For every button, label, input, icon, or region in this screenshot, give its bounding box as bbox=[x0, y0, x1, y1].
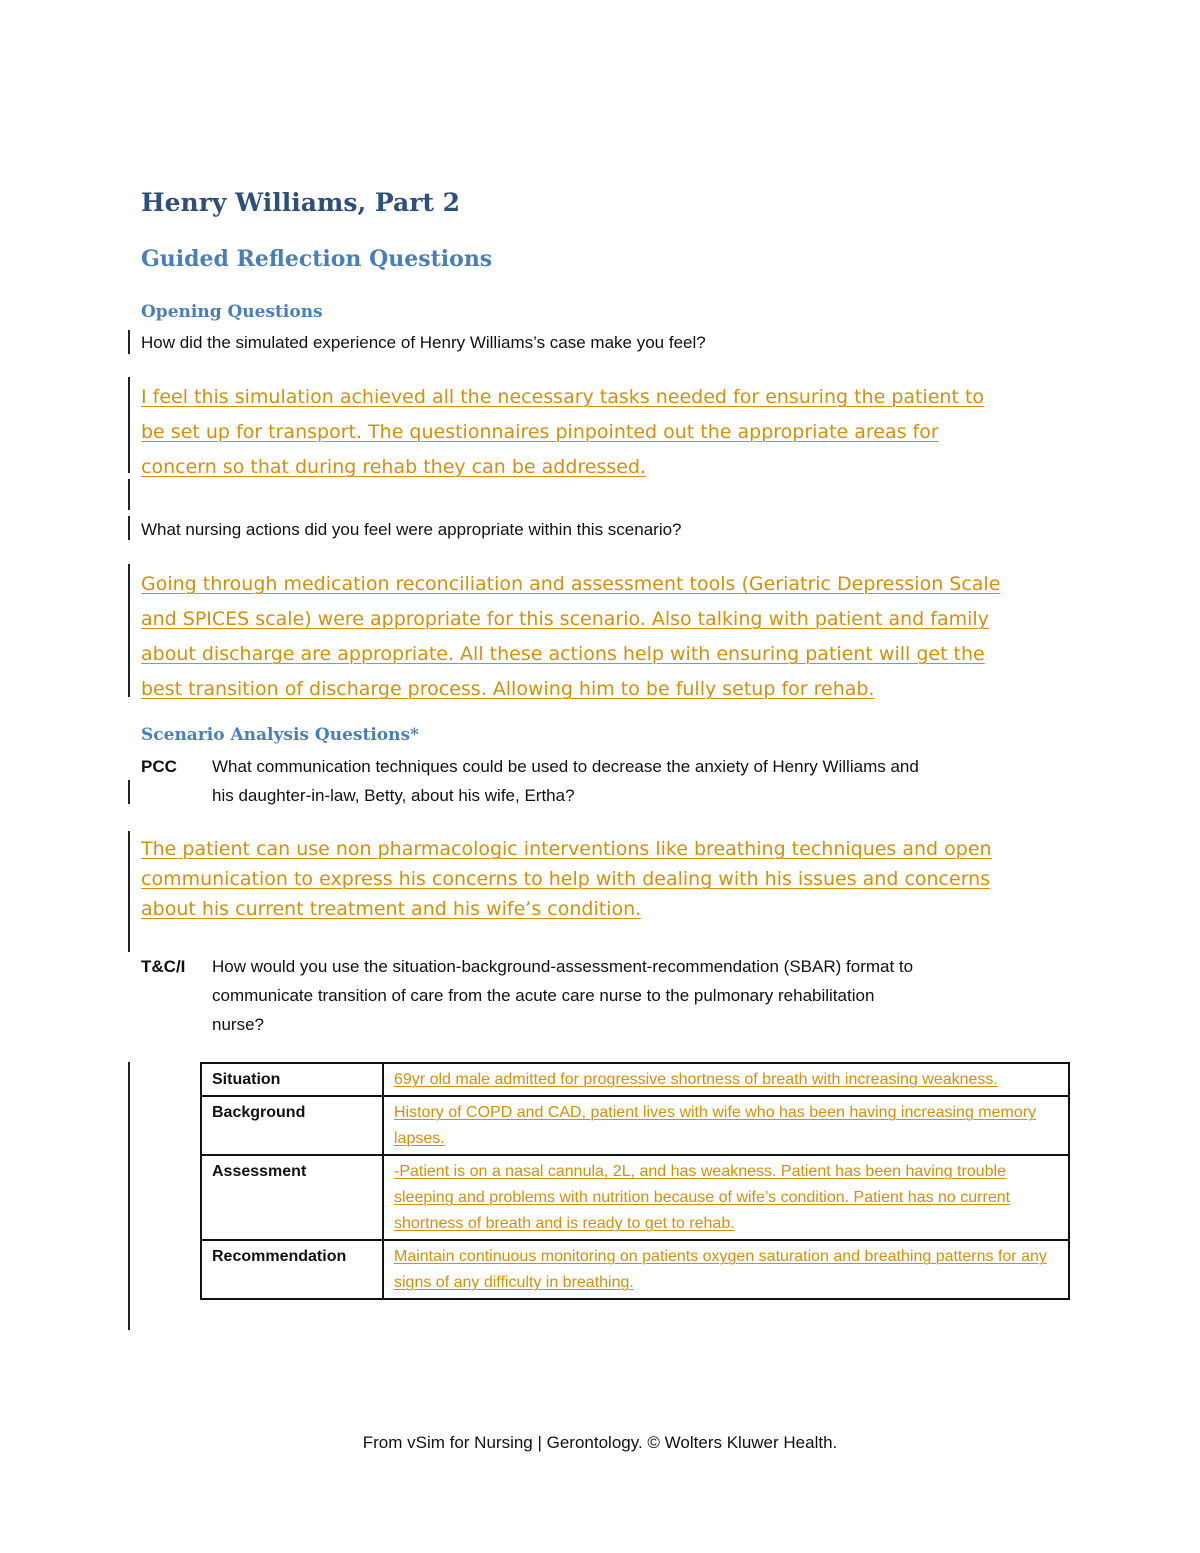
opening-questions-heading: Opening Questions bbox=[141, 302, 323, 322]
sbar-table bbox=[200, 1062, 1070, 1300]
page-footer: From vSim for Nursing | Gerontology. © Wolters Kluwer Health. bbox=[362, 1433, 838, 1452]
sbar-value-assessment: -Patient is on a nasal cannula, 2L, and has weakness. Patient has been having trouble sleeping and problems with nutrition because of wife’s condition. Patient has no current shortness of breath and is ready to get to rehab. bbox=[383, 1155, 1069, 1240]
change-bar bbox=[128, 1062, 130, 1330]
answer-line: Going through medication reconciliation and assessment tools (Geriatric Depression Scale bbox=[141, 573, 1001, 595]
answer-line: communication to express his concerns to help with dealing with his issues and concerns bbox=[141, 868, 991, 890]
table-row bbox=[201, 1240, 1069, 1299]
tci-code: T&C/I bbox=[141, 957, 186, 976]
page-title: Henry Williams, Part 2 bbox=[141, 188, 461, 217]
answer-line: and SPICES scale) were appropriate for this scenario. Also talking with patient and family bbox=[141, 608, 989, 630]
tci-question bbox=[212, 952, 1072, 1039]
opening-question-1: How did the simulated experience of Henry Williams’s case make you feel? bbox=[141, 333, 706, 352]
sbar-label-recommendation: Recommendation bbox=[201, 1240, 383, 1299]
sbar-label-situation: Situation bbox=[201, 1063, 383, 1096]
change-bar bbox=[128, 780, 130, 804]
change-bar bbox=[128, 377, 130, 473]
answer-line: about his current treatment and his wife’s condition. bbox=[141, 898, 642, 920]
change-bar bbox=[128, 831, 130, 952]
table-row bbox=[201, 1155, 1069, 1240]
question-line: What communication techniques could be used to decrease the anxiety of Henry Williams and bbox=[212, 757, 919, 776]
answer-line: concern so that during rehab they can be addressed. bbox=[141, 456, 647, 478]
change-bar bbox=[128, 330, 130, 354]
pcc-answer bbox=[141, 834, 1071, 924]
answer-line: The patient can use non pharmacologic interventions like breathing techniques and open bbox=[141, 838, 992, 860]
question-line: communicate transition of care from the acute care nurse to the pulmonary rehabilitation bbox=[212, 986, 875, 1005]
pcc-question bbox=[212, 752, 1072, 810]
answer-line: be set up for transport. The questionnaires pinpointed out the appropriate areas for bbox=[141, 421, 939, 443]
question-line: How would you use the situation-background-assessment-recommendation (SBAR) format to bbox=[212, 957, 914, 976]
sbar-value-recommendation: Maintain continuous monitoring on patients oxygen saturation and breathing patterns for any signs of any difficulty in breathing. bbox=[383, 1240, 1069, 1299]
question-line: his daughter-in-law, Betty, about his wife, Ertha? bbox=[212, 786, 575, 805]
pcc-code: PCC bbox=[141, 757, 177, 776]
answer-line: I feel this simulation achieved all the necessary tasks needed for ensuring the patient to bbox=[141, 386, 985, 408]
scenario-analysis-heading: Scenario Analysis Questions* bbox=[141, 725, 419, 745]
question-line: nurse? bbox=[212, 1015, 264, 1034]
page-subtitle: Guided Reflection Questions bbox=[141, 246, 493, 272]
sbar-value-background: History of COPD and CAD, patient lives with wife who has been having increasing memory lapses. bbox=[383, 1096, 1069, 1155]
change-bar bbox=[128, 516, 130, 540]
sbar-value-situation: 69yr old male admitted for progressive shortness of breath with increasing weakness. bbox=[383, 1063, 1069, 1096]
answer-line: best transition of discharge process. Allowing him to be fully setup for rehab. bbox=[141, 678, 875, 700]
opening-answer-1 bbox=[141, 380, 1071, 485]
opening-question-2: What nursing actions did you feel were appropriate within this scenario? bbox=[141, 520, 682, 539]
opening-answer-2 bbox=[141, 567, 1071, 707]
change-bar bbox=[128, 479, 130, 510]
sbar-label-background: Background bbox=[201, 1096, 383, 1155]
table-row bbox=[201, 1063, 1069, 1096]
table-row bbox=[201, 1096, 1069, 1155]
change-bar bbox=[128, 564, 130, 697]
answer-line: about discharge are appropriate. All these actions help with ensuring patient will get the bbox=[141, 643, 985, 665]
sbar-label-assessment: Assessment bbox=[201, 1155, 383, 1240]
